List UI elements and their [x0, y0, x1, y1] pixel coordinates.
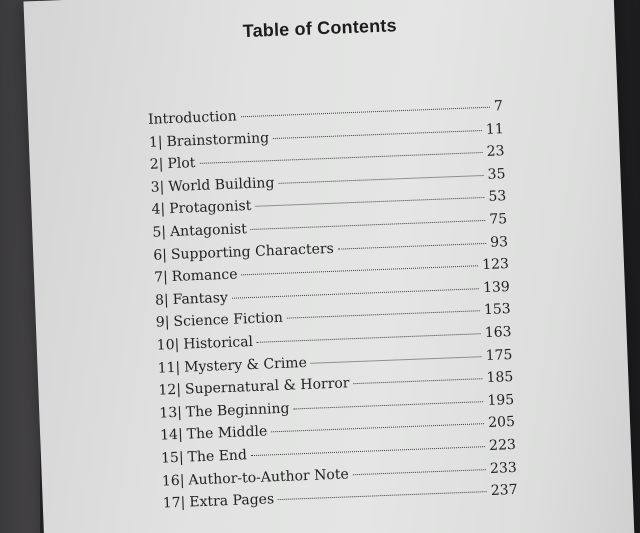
toc-leader-dots [199, 152, 482, 164]
toc-leader-dots [338, 243, 487, 250]
toc-entry-number: 8| [154, 291, 169, 309]
toc-entry-number: 14| [159, 427, 184, 444]
toc-entry-page: 93 [489, 233, 509, 251]
toc-entry-page: 75 [489, 211, 508, 228]
toc-entry-number: 5| [152, 224, 167, 241]
toc-entry-number: 13| [159, 404, 183, 422]
toc-leader-dots [257, 333, 481, 343]
toc-entry-title: Introduction [147, 108, 238, 128]
toc-leader-dots [271, 423, 484, 432]
toc-entry-number: 6| [152, 246, 168, 264]
toc-leader-dots [251, 446, 485, 456]
toc-entry-page: 205 [487, 414, 516, 432]
toc-leader-dots [293, 401, 483, 409]
toc-entry-page: 195 [487, 391, 515, 409]
toc-entry-page: 123 [481, 256, 510, 274]
toc-entry-title: Romance [171, 266, 238, 286]
toc-entry-page: 163 [484, 323, 512, 341]
toc-leader-dots [287, 311, 480, 319]
toc-entry-title: Supernatural & Horror [184, 375, 350, 398]
toc-entry-page: 233 [489, 459, 518, 477]
toc-leader-dots [241, 107, 490, 118]
toc-entry-number: 10| [156, 336, 180, 354]
toc-entry-page: 223 [488, 436, 517, 454]
toc-entry-number: 2| [149, 156, 164, 173]
toc-list [148, 98, 518, 518]
toc-entry-page: 53 [488, 188, 507, 206]
toc-entry-page: 7 [493, 98, 504, 115]
toc-leader-dots [311, 356, 482, 364]
toc-entry-title: Supporting Characters [170, 240, 335, 263]
toc-entry-page: 237 [490, 482, 518, 500]
toc-entry-title: World Building [168, 174, 275, 195]
toc-entry-title: Mystery & Crime [183, 354, 308, 376]
toc-leader-dots [232, 288, 479, 298]
toc-entry-number: 4| [151, 201, 166, 219]
book-page [23, 0, 634, 533]
toc-entry-number: 1| [148, 133, 163, 151]
toc-entry-title: Protagonist [168, 198, 252, 218]
toc-entry-page: 23 [486, 143, 505, 161]
toc-entry-number: 3| [150, 179, 165, 196]
toc-entry-title: Extra Pages [189, 491, 275, 511]
toc-entry-title: The End [187, 447, 248, 466]
toc-entry-title: The Middle [186, 423, 268, 443]
toc-entry-page: 185 [486, 369, 514, 387]
page-title: Table of Contents [242, 15, 398, 42]
toc-entry-title: Antagonist [169, 221, 248, 241]
toc-entry-title: Brainstorming [166, 129, 270, 150]
toc-leader-dots [278, 175, 483, 184]
toc-entry-title: Science Fiction [173, 310, 284, 331]
toc-leader-dots [278, 491, 487, 500]
toc-leader-dots [255, 197, 484, 207]
toc-leader-dots [251, 220, 486, 230]
toc-entry-title: Plot [167, 155, 196, 173]
toc-entry-page: 175 [485, 346, 513, 364]
toc-entry-page: 11 [485, 120, 505, 138]
toc-leader-dots [273, 130, 482, 139]
toc-leader-dots [353, 378, 482, 384]
toc-entry-page: 153 [483, 301, 511, 319]
toc-entry-page: 139 [482, 278, 511, 296]
toc-entry-page: 35 [487, 165, 506, 183]
toc-entry-number: 12| [158, 381, 182, 399]
toc-entry-number: 11| [157, 359, 181, 377]
toc-entry-number: 16| [161, 472, 185, 490]
toc-entry-number: 15| [160, 449, 184, 467]
toc-entry-title: Fantasy [172, 289, 229, 308]
toc-leader-dots [241, 265, 478, 275]
toc-entry-title: The Beginning [185, 400, 290, 421]
toc-entry-title: Author-to-Author Note [188, 465, 350, 489]
toc-entry-number: 7| [153, 269, 169, 286]
toc-entry-number: 9| [155, 314, 170, 332]
toc-entry-title: Historical [182, 333, 254, 353]
toc-entry-number: 17| [162, 494, 186, 512]
toc-leader-dots [353, 469, 486, 475]
